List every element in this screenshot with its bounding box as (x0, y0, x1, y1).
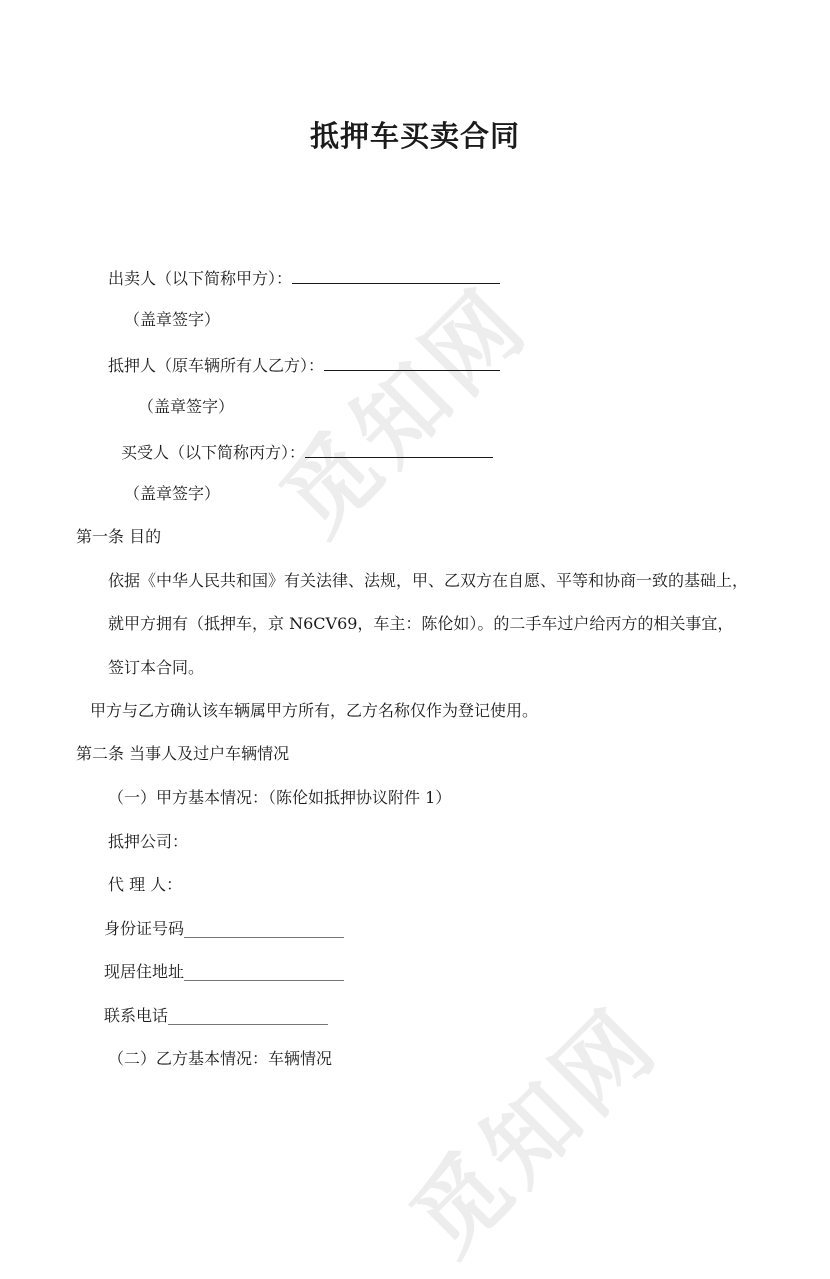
mortgagor-blank[interactable] (324, 353, 500, 371)
seller-label: 出卖人（以下简称甲方）： (108, 269, 293, 288)
party-b-section: （二）乙方基本情况：车辆情况 (108, 1049, 333, 1068)
mortgagor-stamp: （盖章签字） (138, 397, 235, 416)
confirm-line: 甲方与乙方确认该车辆属甲方所有，乙方名称仅作为登记使用。 (90, 701, 539, 720)
watermark-bottom: 觅知网 (391, 987, 680, 1276)
buyer-blank[interactable] (305, 440, 493, 458)
id-number-field: 身份证号码____________________ (104, 919, 345, 938)
seller-line (108, 266, 500, 290)
agent-field: 代 理 人： (108, 875, 183, 894)
document-title: 抵押车买卖合同 (309, 119, 520, 153)
article1-line3: 签订本合同。 (108, 658, 205, 677)
article1-line1: 依据《中华人民共和国》有关法律、法规，甲、乙双方在自愿、平等和协商一致的基础上， (108, 571, 749, 590)
phone-field: 联系电话____________________ (104, 1006, 329, 1025)
article1-line2: 就甲方拥有（抵押车，京 N6CV69，车主：陈伦如）。的二手车过户给丙方的相关事宜， (108, 614, 734, 633)
mortgagor-label: 抵押人（原车辆所有人乙方）： (108, 356, 325, 375)
seller-stamp: （盖章签字） (124, 310, 221, 329)
mortgage-company-field: 抵押公司： (108, 832, 189, 851)
address-field: 现居住地址____________________ (104, 962, 345, 981)
article2-heading: 第二条 当事人及过户车辆情况 (76, 744, 290, 763)
buyer-label: 买受人（以下简称丙方）： (121, 443, 306, 462)
buyer-stamp: （盖章签字） (124, 484, 221, 503)
article1-heading: 第一条 目的 (76, 527, 162, 546)
mortgagor-line (108, 353, 500, 377)
buyer-line (121, 440, 493, 464)
party-a-section: （一）甲方基本情况：（陈伦如抵押协议附件 1） (108, 788, 452, 807)
watermark-top: 觅知网 (261, 267, 550, 556)
seller-blank[interactable] (292, 266, 500, 284)
